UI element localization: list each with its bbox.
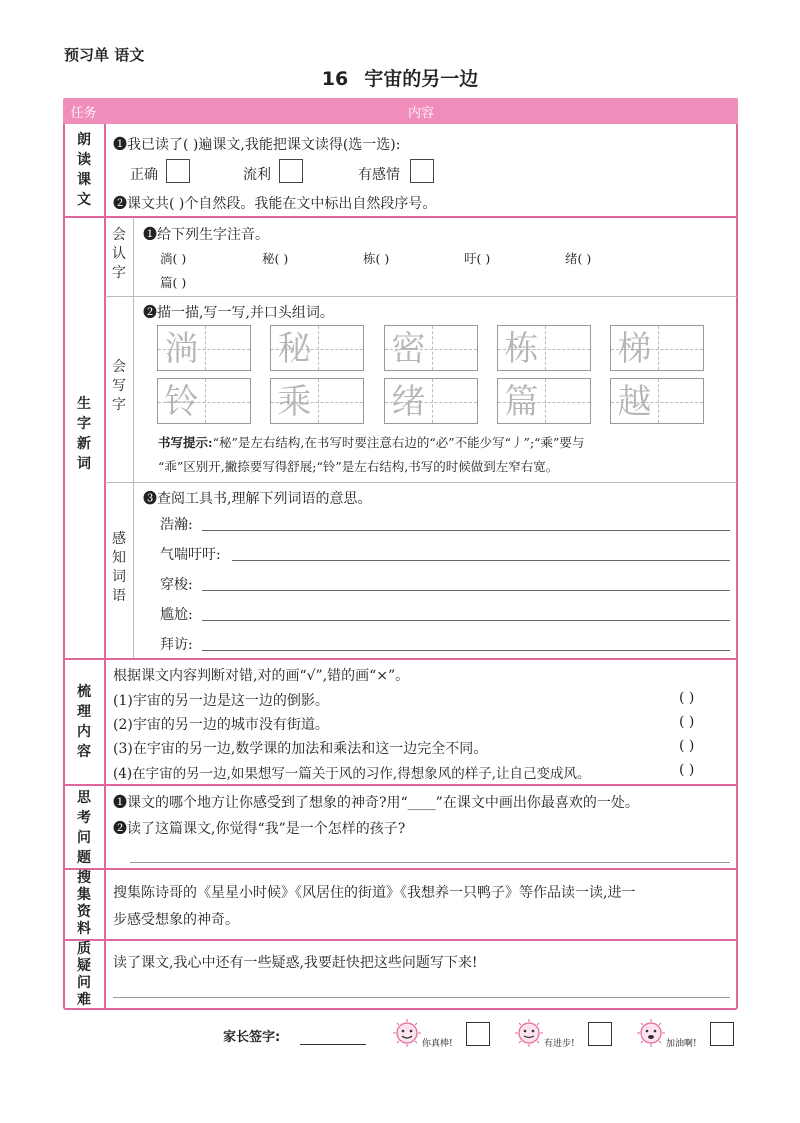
judge-answer[interactable]: ( ) — [679, 762, 695, 778]
answer-line[interactable] — [202, 650, 730, 651]
sort-intro: 根据课文内容判断对错,对的画“√”,错的画“×”。 — [113, 668, 410, 684]
sub-label-words: 感知词语 — [112, 531, 126, 604]
option-checkbox[interactable] — [166, 159, 190, 183]
divider — [105, 296, 737, 297]
section-label-collect: 搜集资料 — [77, 870, 91, 937]
recognize-question: ❶给下列生字注音。 — [143, 227, 269, 243]
answer-line[interactable] — [202, 620, 730, 621]
divider — [63, 216, 738, 218]
writing-grid[interactable]: 铃 — [157, 378, 251, 424]
badge-checkbox[interactable] — [466, 1022, 490, 1046]
section-label-reading: 朗读课文 — [77, 132, 91, 208]
option-checkbox[interactable] — [279, 159, 303, 183]
word-item: 穿梭: — [160, 577, 193, 593]
option-label: 正确 — [130, 167, 158, 183]
page-title — [0, 64, 800, 91]
pinyin-item: 吁( ) — [464, 251, 491, 266]
collect-line-1: 搜集陈诗哥的《星星小时候》《风居住的街道》《我想养一只鸭子》等作品读一读,进一 — [113, 885, 636, 901]
answer-line[interactable] — [130, 862, 730, 863]
reading-question-1: ❶我已读了( )遍课文,我能把课文读得(选一选): — [113, 137, 401, 153]
writing-grid[interactable]: 梯 — [610, 325, 704, 371]
parent-signature-line[interactable] — [300, 1044, 366, 1045]
content-column-header: 内容 — [407, 106, 434, 121]
judge-answer[interactable]: ( ) — [679, 738, 695, 754]
table-header — [63, 98, 738, 124]
answer-line[interactable] — [202, 530, 730, 531]
think-question-2: ❷读了这篇课文,你觉得“我”是一个怎样的孩子? — [113, 821, 406, 837]
option-label: 流利 — [243, 167, 271, 183]
pinyin-item: 秘( ) — [262, 251, 289, 266]
divider — [63, 784, 738, 786]
word-item: 浩瀚: — [160, 517, 193, 533]
badge-label: 有进步! — [544, 1039, 575, 1049]
judge-item: (3)在宇宙的另一边,数学课的加法和乘法和这一边完全不同。 — [113, 741, 488, 757]
judge-answer[interactable]: ( ) — [679, 714, 695, 730]
collect-line-2: 步感受想象的神奇。 — [113, 912, 239, 928]
badge-checkbox[interactable] — [588, 1022, 612, 1046]
lesson-title: 宇宙的另一边 — [364, 68, 479, 90]
writing-tip-line-2: “乖”区别开,撇捺要写得舒展;“铃”是左右结构,书写的时候做到左窄右宽。 — [158, 459, 559, 474]
judge-item: (2)宇宙的另一边的城市没有街道。 — [113, 717, 329, 733]
writing-grid[interactable]: 栋 — [497, 325, 591, 371]
writing-grid[interactable]: 篇 — [497, 378, 591, 424]
reading-question-2: ❷课文共( )个自然段。我能在文中标出自然段序号。 — [113, 196, 437, 212]
task-column-header: 任务 — [70, 106, 97, 121]
badge-checkbox[interactable] — [710, 1022, 734, 1046]
writing-grid[interactable]: 密 — [384, 325, 478, 371]
question-prompt: 读了课文,我心中还有一些疑惑,我要赶快把这些问题写下来! — [113, 955, 478, 971]
parent-signature-label: 家长签字: — [223, 1030, 281, 1045]
divider — [63, 868, 738, 870]
section-label-think: 思考问题 — [77, 790, 91, 866]
option-label: 有感情 — [358, 167, 400, 183]
pinyin-item: 绪( ) — [565, 251, 592, 266]
badge-label: 你真棒! — [422, 1039, 453, 1049]
words-question: ❸查阅工具书,理解下列词语的意思。 — [143, 491, 372, 507]
judge-answer[interactable]: ( ) — [679, 690, 695, 706]
divider — [105, 482, 737, 483]
writing-grid[interactable]: 乘 — [270, 378, 364, 424]
pinyin-item: 篇( ) — [160, 275, 187, 290]
judge-item: (4)在宇宙的另一边,如果想写一篇关于风的习作,得想象风的样子,让自己变成风。 — [113, 766, 591, 782]
section-label-new-words: 生字新词 — [77, 396, 91, 472]
writing-grid[interactable]: 秘 — [270, 325, 364, 371]
divider — [63, 939, 738, 941]
divider — [63, 658, 738, 660]
pinyin-item: 淌( ) — [160, 251, 187, 266]
smiley-face-icon — [392, 1018, 422, 1048]
writing-tip-label: 书写提示: — [158, 435, 213, 450]
writing-tip-line-1: 书写提示:“秘”是左右结构,在书写时要注意右边的“必”不能少写“丿”;“乘”要与 — [158, 435, 585, 450]
badge-label: 加油啊! — [666, 1039, 697, 1049]
writing-grid[interactable]: 绪 — [384, 378, 478, 424]
answer-line[interactable] — [113, 997, 730, 998]
subcolumn-divider — [133, 218, 134, 658]
writing-grid[interactable]: 淌 — [157, 325, 251, 371]
smiley-face-icon — [636, 1018, 666, 1048]
word-item: 拜访: — [160, 637, 193, 653]
section-label-sort: 梳理内容 — [77, 684, 91, 760]
think-question-1: ❶课文的哪个地方让你感受到了想象的神奇?用“____”在课文中画出你最喜欢的一处。 — [113, 795, 639, 811]
word-item: 尴尬: — [160, 607, 193, 623]
smiley-face-icon — [514, 1018, 544, 1048]
word-item: 气喘吁吁: — [160, 547, 221, 563]
lesson-number: 16 — [321, 68, 349, 90]
option-checkbox[interactable] — [410, 159, 434, 183]
sub-label-recognize: 会认字 — [112, 227, 126, 281]
section-label-question: 质疑问难 — [77, 941, 91, 1008]
answer-line[interactable] — [202, 590, 730, 591]
writing-grid[interactable]: 越 — [610, 378, 704, 424]
write-question: ❷描一描,写一写,并口头组词。 — [143, 305, 334, 321]
judge-item: (1)宇宙的另一边是这一边的倒影。 — [113, 693, 329, 709]
page-header-label: 预习单 语文 — [64, 46, 145, 64]
pinyin-item: 栋( ) — [363, 251, 390, 266]
answer-line[interactable] — [232, 560, 730, 561]
sub-label-write: 会写字 — [112, 359, 126, 413]
